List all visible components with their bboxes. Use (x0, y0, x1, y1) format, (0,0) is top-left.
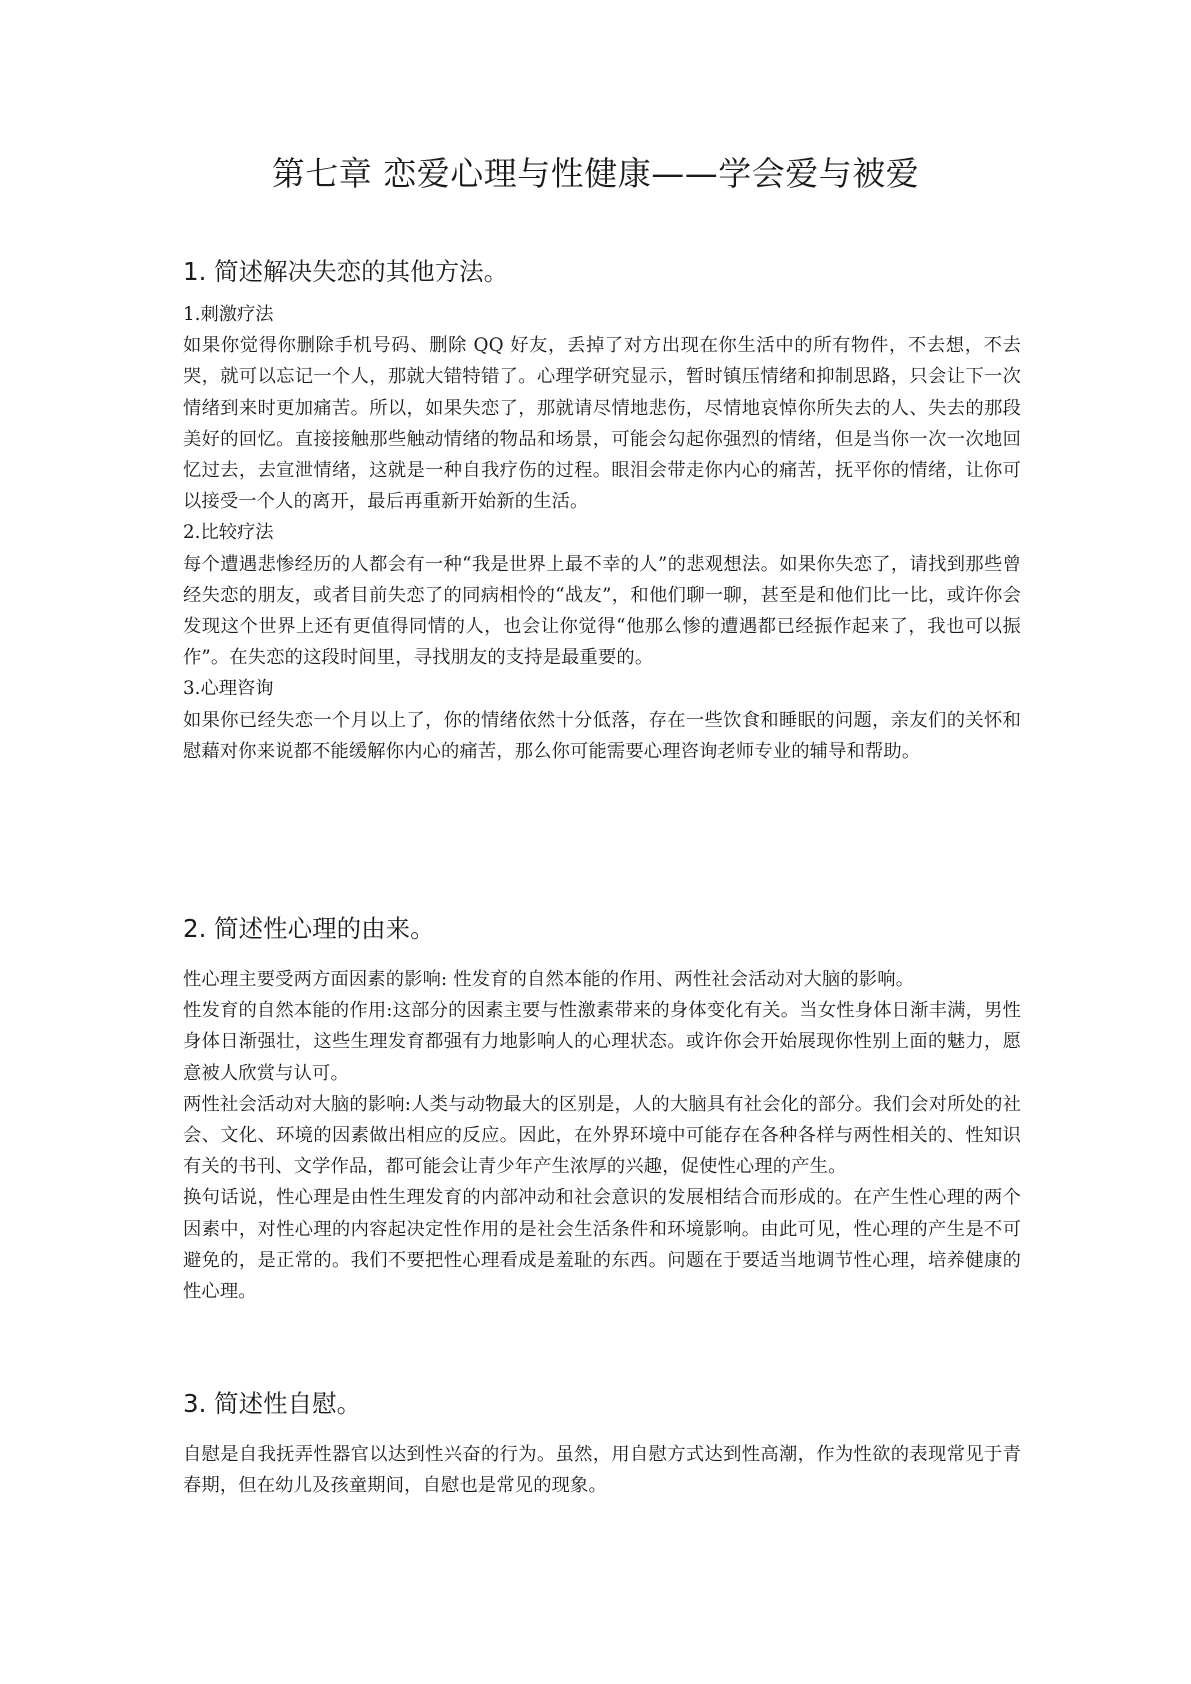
section-heading: 3. 简述性自慰。 (183, 1389, 362, 1418)
body-paragraph: 性心理主要受两方面因素的影响: 性发育的自然本能的作用、两性社会活动对大脑的影响。 (183, 969, 915, 990)
method-label: 3.心理咨询 (183, 678, 274, 700)
section-heading: 2. 简述性心理的由来。 (183, 914, 435, 943)
method-text: 如果你已经失恋一个月以上了，你的情绪依然十分低落，存在一些饮食和睡眠的问题，亲友们的关怀和慰藉对你来说都不能缓解你内心的痛苦，那么你可能需要心理咨询老师专业的辅导和帮助。 (183, 709, 1021, 762)
method-text: 每个遭遇悲惨经历的人都会有一种“我是世界上最不幸的人”的悲观想法。如果你失恋了，请找到那些曾经失恋的朋友，或者目前失恋了的同病相怜的“战友”，和他们聊一聊，甚至是和他们比一比，或许你会发现这个世界上还有更值得同情的人，也会让你觉得“他那么惨的遭遇都已经振作起来了，我也可以振作”。在失恋的这段时间里，寻找朋友的支持是最重要的。 (183, 553, 1021, 669)
body-paragraph: 两性社会活动对大脑的影响:人类与动物最大的区别是，人的大脑具有社会化的部分。我们会对所处的社会、文化、环境的因素做出相应的反应。因此，在外界环境中可能存在各种各样与两性相关的、性知识有关的书刊、文学作品，都可能会让青少年产生浓厚的兴趣，促使性心理的产生。 (183, 1093, 1021, 1178)
method-label: 1.刺激疗法 (183, 304, 274, 325)
body-paragraph: 性发育的自然本能的作用:这部分的因素主要与性激素带来的身体变化有关。当女性身体日渐丰满，男性身体日渐强壮，这些生理发育都强有力地影响人的心理状态。或许你会开始展现你性别上面的魅力，愿意被人欣赏与认可。 (183, 1000, 1021, 1084)
method-label: 2.比较疗法 (183, 522, 274, 544)
body-paragraph: 换句话说，性心理是由性生理发育的内部冲动和社会意识的发展相结合而形成的。在产生性心理的两个因素中，对性心理的内容起决定性作用的是社会生活条件和环境影响。由此可见，性心理的产生是不可避免的，是正常的。我们不要把性心理看成是羞耻的东西。问题在于要适当地调节性心理，培养健康的性心理。 (183, 1187, 1021, 1303)
chapter-title: 第七章 恋爱心理与性健康——学会爱与被爱 (271, 154, 920, 193)
section-heading: 1. 简述解决失恋的其他方法。 (183, 257, 509, 286)
body-paragraph: 自慰是自我抚弄性器官以达到性兴奋的行为。虽然，用自慰方式达到性高潮，作为性欲的表现常见于青春期，但在幼儿及孩童期间，自慰也是常见的现象。 (183, 1444, 1021, 1497)
method-text: 如果你觉得你删除手机号码、删除 QQ 好友，丢掉了对方出现在你生活中的所有物件，不去想，不去哭，就可以忘记一个人，那就大错特错了。心理学研究显示，暂时镇压情绪和抑制思路，只会让下一次情绪到来时更加痛苦。所以，如果失恋了，那就请尽情地悲伤，尽情地哀悼你所失去的人、失去的那段美好的回忆。直接接触那些触动情绪的物品和场景，可能会勾起你强烈的情绪，但是当你一次一次地回忆过去，去宣泄情绪，这就是一种自我疗伤的过程。眼泪会带走你内心的痛苦，抚平你的情绪，让你可以接受一个人的离开，最后再重新开始新的生活。 (183, 335, 1021, 513)
section-3 (183, 1387, 1021, 1501)
section-1 (183, 255, 1021, 767)
section-2 (183, 912, 1021, 1307)
